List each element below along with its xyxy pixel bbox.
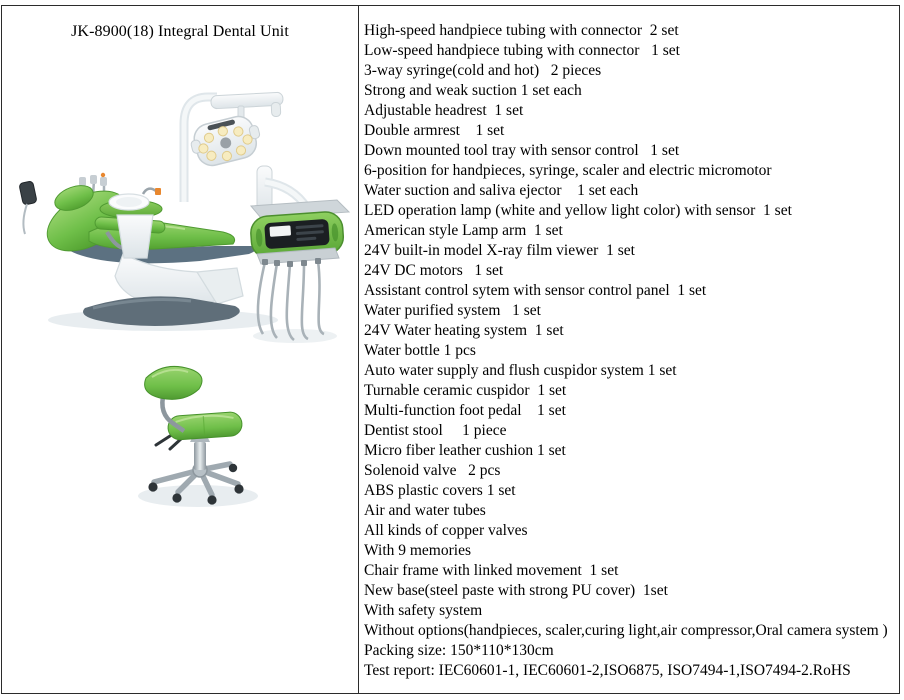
product-title: JK-8900(18) Integral Dental Unit [71,23,289,40]
spec-line: With 9 memories [364,542,471,559]
handpiece-tubes [258,261,324,340]
spec-line: Adjustable headrest 1 set [364,102,524,119]
spec-line: 24V built-in model X-ray film viewer 1 set [364,242,635,259]
dentist-stool-image [118,358,270,516]
stool-pole [190,434,210,470]
spec-line: Auto water supply and flush cuspidor system 1 set [364,362,677,379]
spec-line: 24V DC motors 1 set [364,262,504,279]
spec-table [1,5,900,694]
stool-backrest [145,366,202,399]
led-lamp [187,112,264,169]
spec-line: Packing size: 150*110*130cm [364,642,554,659]
spec-line: Strong and weak suction 1 set each [364,82,582,99]
spec-line: Dentist stool 1 piece [364,422,507,439]
lamp-top-bar [211,92,284,120]
spec-line: Solenoid valve 2 pcs [364,462,501,479]
spec-line: Low-speed handpiece tubing with connector 1 set [364,42,680,59]
spec-line: Test report: IEC60601-1, IEC60601-2,ISO6875, ISO7494-1,ISO7494-2.RoHS [364,662,851,679]
chair-base [83,254,243,326]
spec-line: ABS plastic covers 1 set [364,482,516,499]
spec-line: 6-position for handpieces, syringe, scaler and electric micromotor [364,162,772,179]
spec-line: New base(steel paste with strong PU cover) 1set [364,582,668,599]
spec-line: LED operation lamp (white and yellow light color) with sensor 1 set [364,202,792,219]
spec-line: Micro fiber leather cushion 1 set [364,442,566,459]
spec-line: Multi-function foot pedal 1 set [364,402,566,419]
spec-line: 24V Water heating system 1 set [364,322,564,339]
product-column [2,6,358,693]
spec-line: Water purified system 1 set [364,302,541,319]
spec-line: Assistant control sytem with sensor control panel 1 set [364,282,707,299]
panel-display [269,225,291,236]
dental-unit-image [5,82,357,350]
spec-line: Down mounted tool tray with sensor control 1 set [364,142,680,159]
spec-line: 3-way syringe(cold and hot) 2 pieces [364,62,602,79]
spec-line: All kinds of copper valves [364,522,528,539]
spec-line: High-speed handpiece tubing with connector 2 set [364,22,679,39]
spec-line: Chair frame with linked movement 1 set [364,562,619,579]
spec-column [359,6,899,693]
spec-line: Double armrest 1 set [364,122,505,139]
spec-line: American style Lamp arm 1 set [364,222,563,239]
spec-line: Without options(handpieces, scaler,curing light,air compressor,Oral camera system ) [364,622,888,639]
spec-line: Air and water tubes [364,502,486,519]
spec-line: Water bottle 1 pcs [364,342,476,359]
spec-line: With safety system [364,602,483,619]
spec-line: Turnable ceramic cuspidor 1 set [364,382,567,399]
spec-line: Water suction and saliva ejector 1 set each [364,182,639,199]
